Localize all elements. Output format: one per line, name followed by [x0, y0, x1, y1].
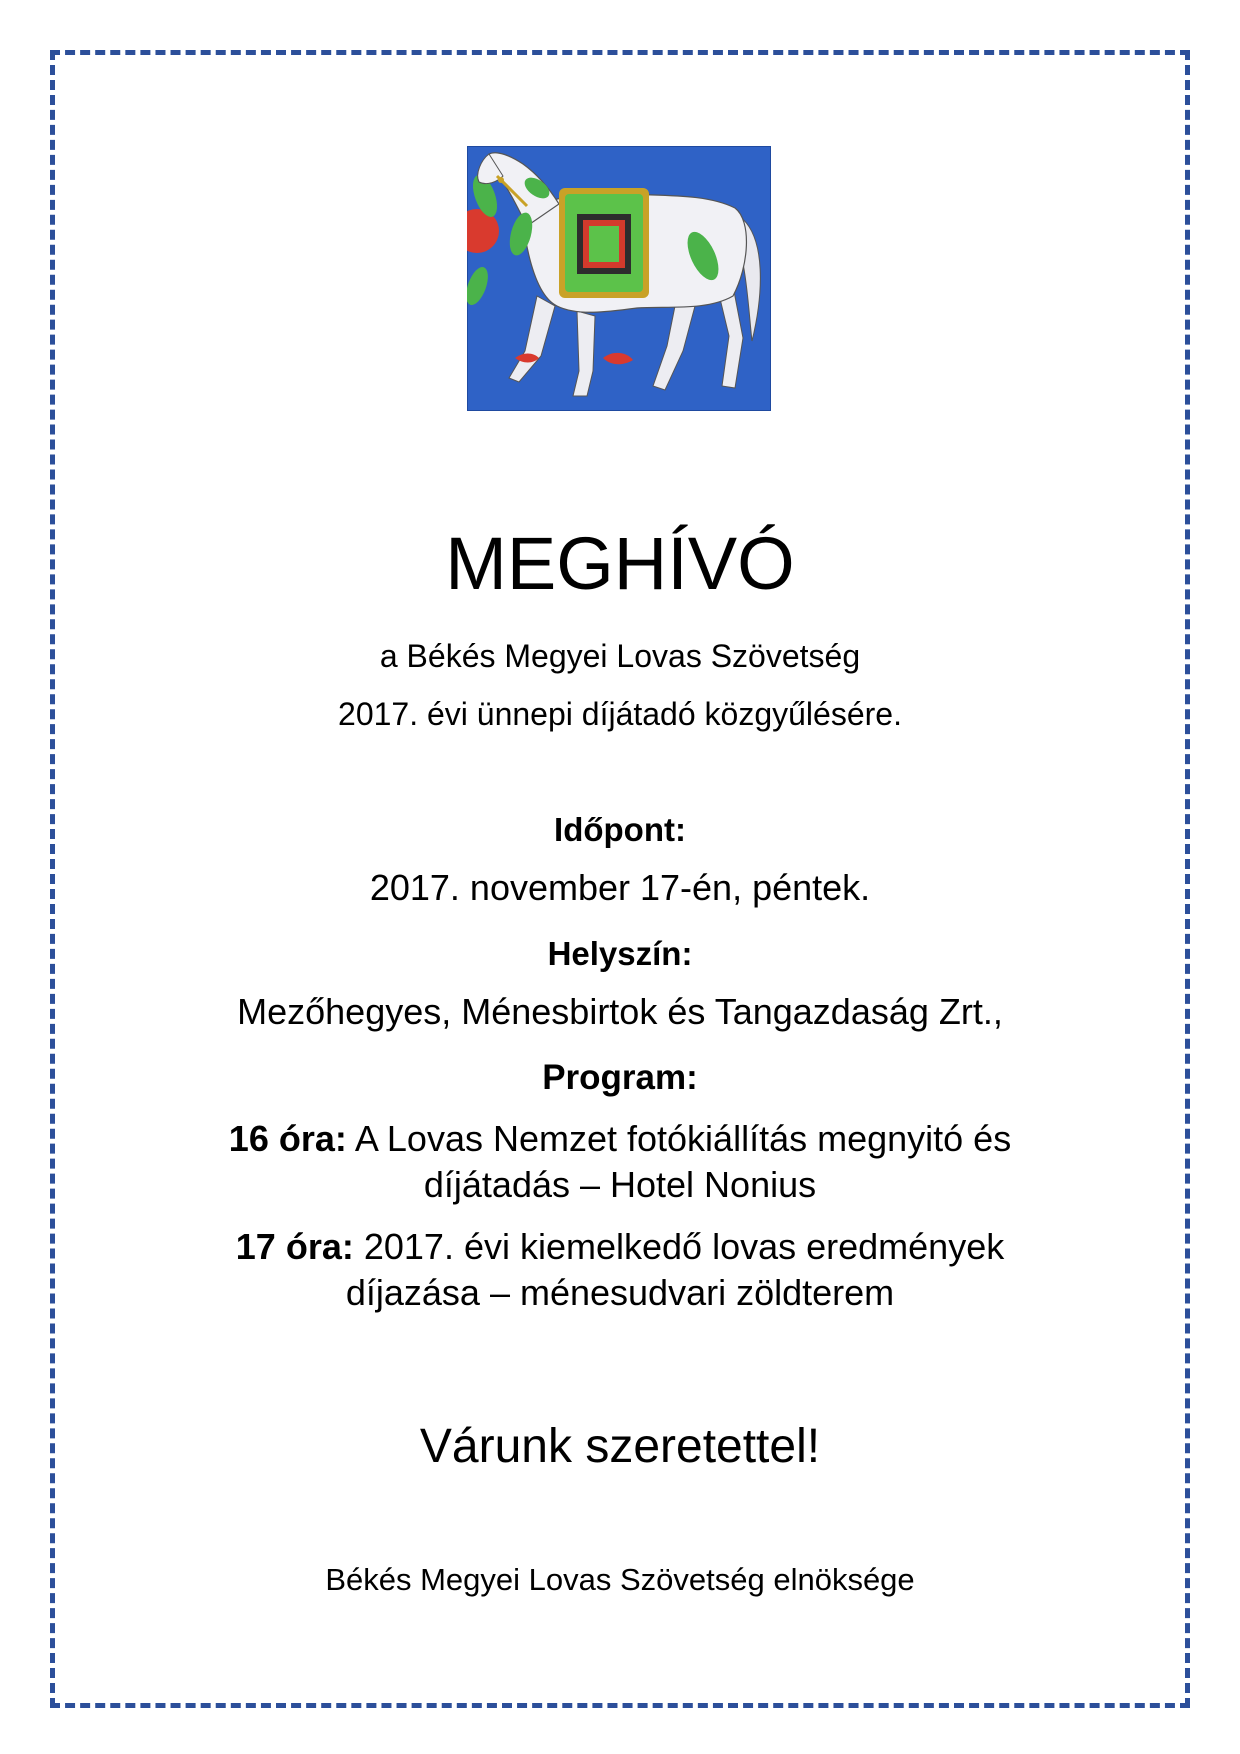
- invitation-title: MEGHÍVÓ: [445, 522, 795, 605]
- program-label: Program:: [542, 1058, 698, 1097]
- time-value: 2017. november 17-én, péntek.: [369, 867, 871, 908]
- place-label: Helyszín:: [547, 935, 693, 972]
- program-item-1-text: A Lovas Nemzet fotókiállítás megnyitó és: [354, 1118, 1012, 1159]
- program-item-2-text: 2017. évi kiemelkedő lovas eredmények: [363, 1226, 1005, 1267]
- signature: Békés Megyei Lovas Szövetség elnöksége: [325, 1562, 915, 1597]
- organizer-line: a Békés Megyei Lovas Szövetség: [379, 638, 861, 674]
- program-item-1: [100, 1116, 1140, 1208]
- place-value: Mezőhegyes, Ménesbirtok és Tangazdaság Zrt.,: [237, 991, 1003, 1032]
- time-label: Időpont:: [554, 811, 686, 848]
- program-item-2: [100, 1224, 1140, 1316]
- program-item-2-time: 17 óra:: [235, 1226, 354, 1267]
- program-item-1-text-cont: díjátadás – Hotel Nonius: [423, 1164, 817, 1205]
- program-item-1-time: 16 óra:: [228, 1118, 347, 1159]
- program-item-2-text-cont: díjazása – ménesudvari zöldterem: [345, 1272, 895, 1313]
- painted-horse-icon: [467, 146, 771, 411]
- closing-greeting: Várunk szeretettel!: [419, 1420, 821, 1473]
- event-description: 2017. évi ünnepi díjátadó közgyűlésére.: [338, 696, 902, 732]
